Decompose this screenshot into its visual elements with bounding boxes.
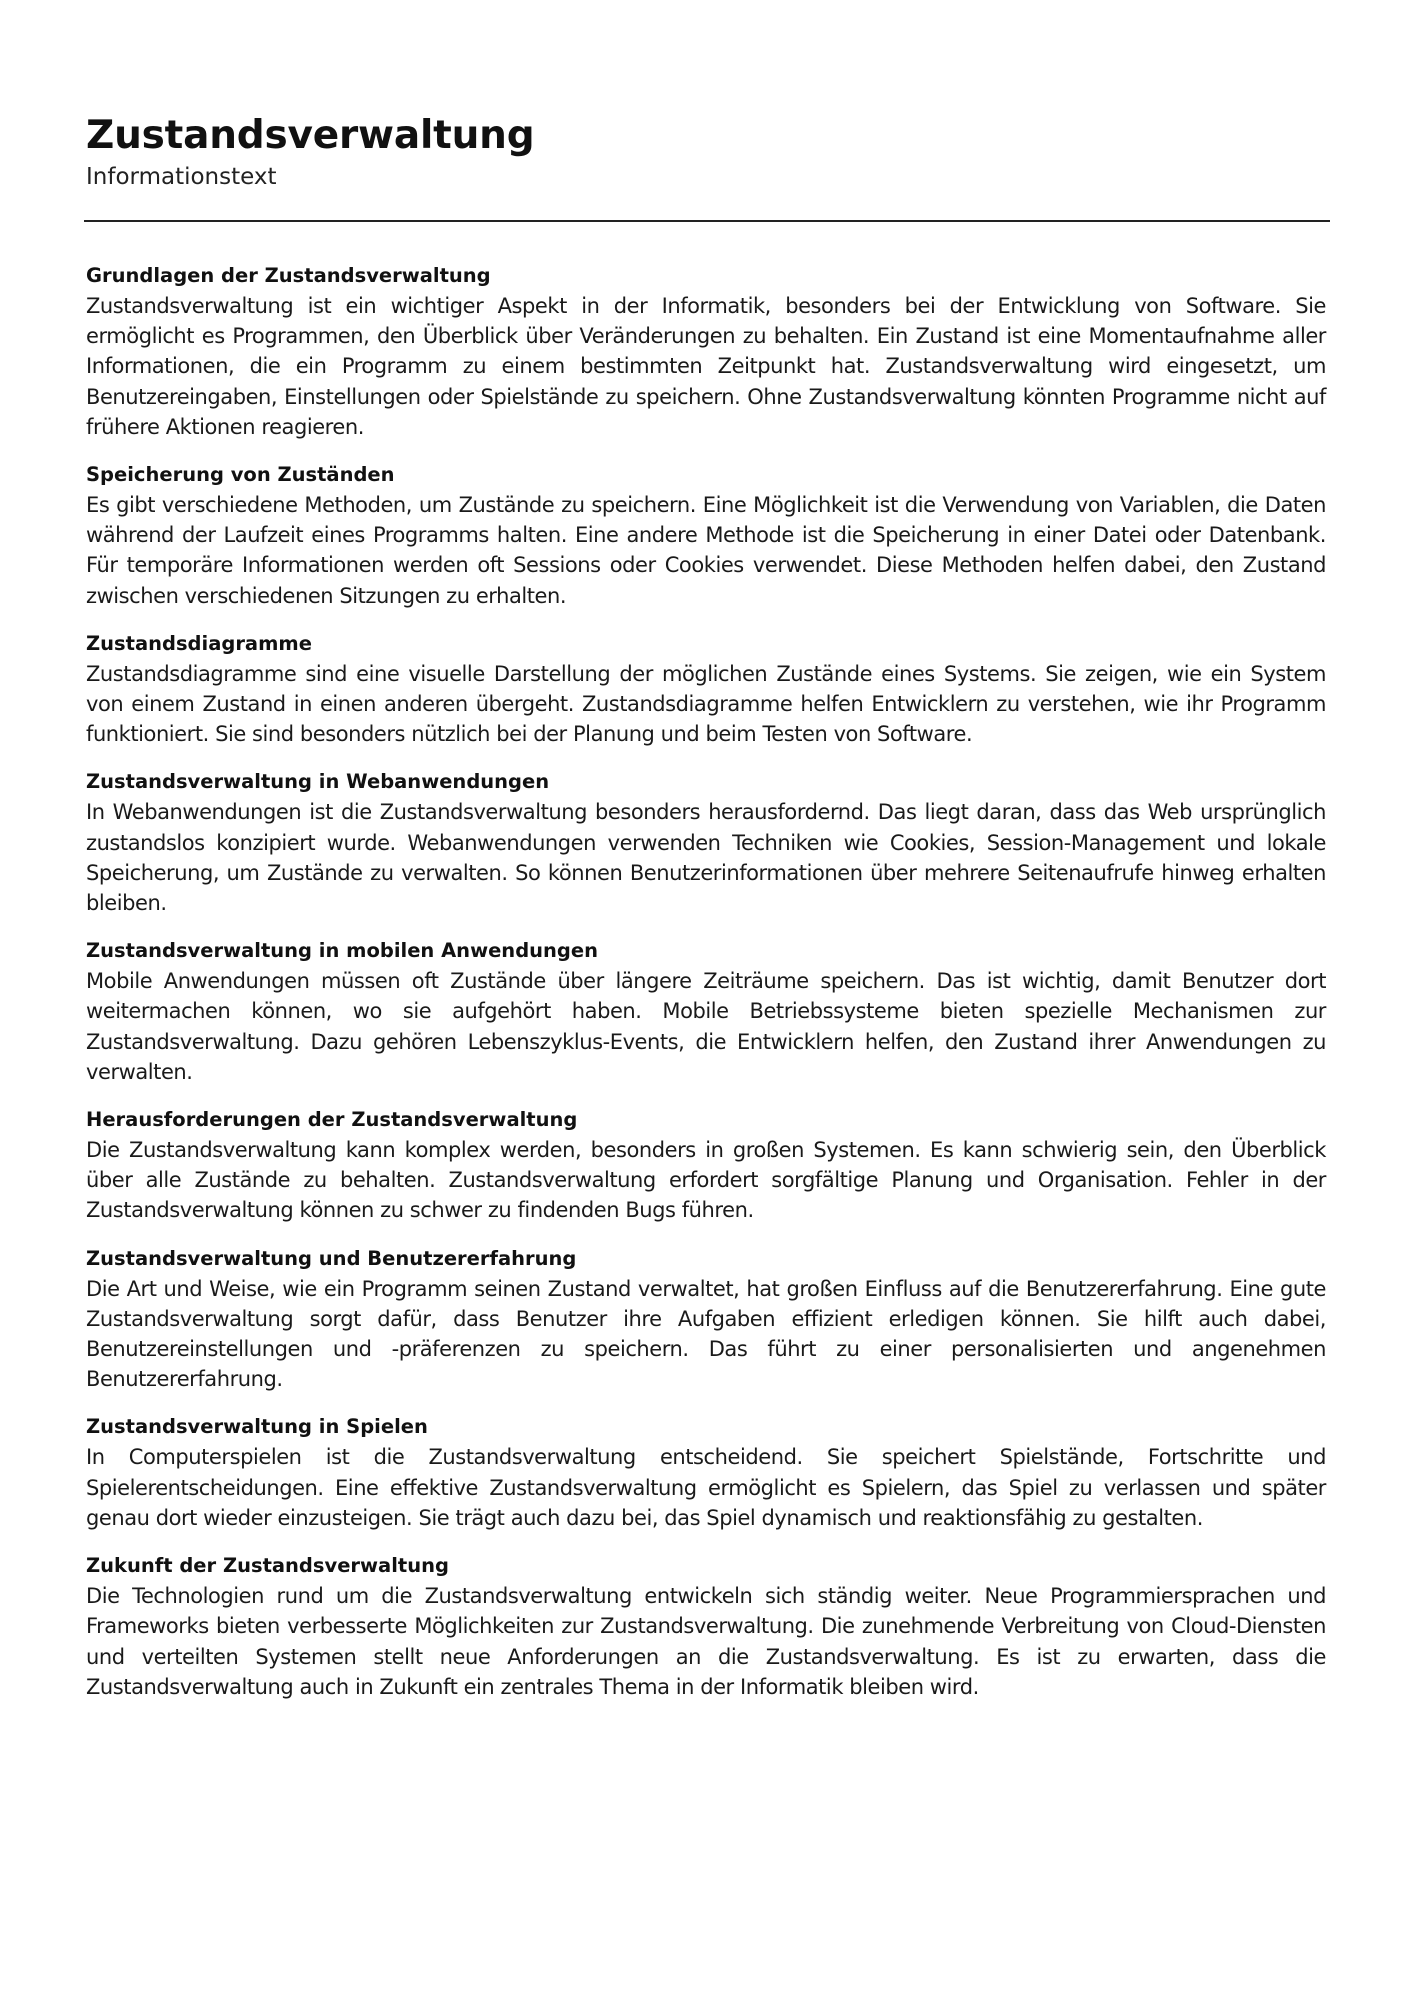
document-content: [86, 260, 1326, 1719]
document-subtitle: Informationstext: [86, 164, 277, 190]
section-heading: Speicherung von Zuständen: [86, 463, 395, 487]
section-mobile-anwendungen: [86, 935, 1326, 1087]
section-paragraph: Zustandsdiagramme sind eine visuelle Darstellung der möglichen Zustände eines Systems. Sie zeigen, wie ein System von einem Zustand in einen anderen übergeht. Zustandsdiagramme helfen Entwicklern zu verstehen, wie ihr Programm funktioniert. Sie sind besonders nützlich bei der Planung und beim Testen von Software.: [86, 661, 1326, 747]
section-heading: Zustandsverwaltung und Benutzererfahrung: [86, 1246, 577, 1270]
document-header: [86, 112, 1326, 192]
section-heading: Herausforderungen der Zustandsverwaltung: [86, 1108, 578, 1132]
section-paragraph: Zustandsverwaltung ist ein wichtiger Aspekt in der Informatik, besonders bei der Entwicklung von Software. Sie ermöglicht es Programmen, den Überblick über Veränderungen zu behalten. Ein Zustand ist eine Momentaufnahme aller Informationen, die ein Programm zu einem bestimmten Zeitpunkt hat. Zustandsverwaltung wird eingesetzt, um Benutzereingaben, Einstellungen oder Spielstände zu speichern. Ohne Zustandsverwaltung könnten Programme nicht auf frühere Aktionen reagieren.: [86, 294, 1326, 439]
document-title: Zustandsverwaltung: [86, 113, 535, 158]
section-paragraph: In Computerspielen ist die Zustandsverwaltung entscheidend. Sie speichert Spielstände, Fortschritte und Spielerentscheidungen. Eine effektive Zustandsverwaltung ermöglicht es Spielern, das Spiel zu verlassen und später genau dort wieder einzusteigen. Sie trägt auch dazu bei, das Spiel dynamisch und reaktionsfähig zu gestalten.: [86, 1445, 1326, 1530]
section-herausforderungen: [86, 1104, 1326, 1226]
section-heading: Grundlagen der Zustandsverwaltung: [86, 264, 491, 287]
section-paragraph: Die Technologien rund um die Zustandsverwaltung entwickeln sich ständig weiter. Neue Programmiersprachen und Frameworks bieten verbesserte Möglichkeiten zur Zustandsverwaltung. Die zunehmende Verbreitung von Cloud-Diensten und verteilten Systemen stellt neue Anforderungen an die Zustandsverwaltung. Es ist zu erwarten, dass die Zustandsverwaltung auch in Zukunft ein zentrales Thema in der Informatik bleiben wird.: [86, 1584, 1326, 1699]
section-paragraph: Es gibt verschiedene Methoden, um Zustände zu speichern. Eine Möglichkeit ist die Verwendung von Variablen, die Daten während der Laufzeit eines Programms halten. Eine andere Methode ist die Speicherung in einer Datei oder Datenbank. Für temporäre Informationen werden oft Sessions oder Cookies verwendet. Diese Methoden helfen dabei, den Zustand zwischen verschiedenen Sitzungen zu erhalten.: [86, 493, 1326, 608]
section-webanwendungen: [86, 766, 1326, 918]
section-spiele: [86, 1411, 1326, 1533]
section-heading: Zustandsverwaltung in Webanwendungen: [86, 770, 550, 794]
section-benutzererfahrung: [86, 1243, 1326, 1395]
section-grundlagen: [86, 260, 1326, 442]
section-speicherung: [86, 459, 1326, 611]
section-heading: Zustandsverwaltung in Spielen: [86, 1415, 428, 1439]
section-paragraph: Die Zustandsverwaltung kann komplex werden, besonders in großen Systemen. Es kann schwierig sein, den Überblick über alle Zustände zu behalten. Zustandsverwaltung erfordert sorgfältige Planung und Organisation. Fehler in der Zustandsverwaltung können zu schwer zu findenden Bugs führen.: [86, 1138, 1326, 1223]
header-divider: [84, 220, 1330, 222]
section-heading: Zustandsdiagramme: [86, 631, 312, 655]
section-paragraph: Die Art und Weise, wie ein Programm seinen Zustand verwaltet, hat großen Einfluss auf die Benutzererfahrung. Eine gute Zustandsverwaltung sorgt dafür, dass Benutzer ihre Aufgaben effizient erledigen können. Sie hilft auch dabei, Benutzereinstellungen und -präferenzen zu speichern. Das führt zu einer personalisierten und angenehmen Benutzererfahrung.: [86, 1276, 1326, 1392]
section-paragraph: In Webanwendungen ist die Zustandsverwaltung besonders herausfordernd. Das liegt daran, dass das Web ursprünglich zustandslos konzipiert wurde. Webanwendungen verwenden Techniken wie Cookies, Session-Management und lokale Speicherung, um Zustände zu verwalten. So können Benutzerinformationen über mehrere Seitenaufrufe hinweg erhalten bleiben.: [86, 800, 1326, 916]
section-heading: Zukunft der Zustandsverwaltung: [86, 1554, 449, 1578]
section-zukunft: [86, 1550, 1326, 1702]
section-heading: Zustandsverwaltung in mobilen Anwendungen: [86, 939, 598, 963]
section-paragraph: Mobile Anwendungen müssen oft Zustände über längere Zeiträume speichern. Das ist wichtig, damit Benutzer dort weitermachen können, wo sie aufgehört haben. Mobile Betriebssysteme bieten spezielle Mechanismen zur Zustandsverwaltung. Dazu gehören Lebenszyklus-Events, die Entwicklern helfen, den Zustand ihrer Anwendungen zu verwalten.: [86, 969, 1326, 1084]
section-zustandsdiagramme: [86, 628, 1326, 750]
